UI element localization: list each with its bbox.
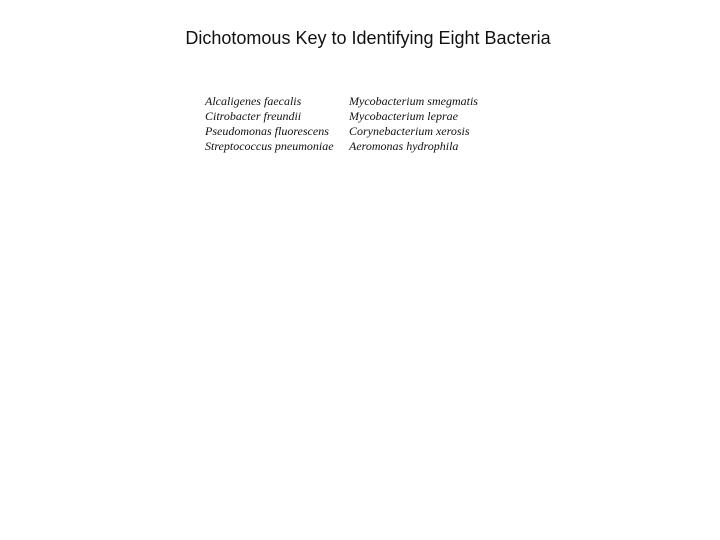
bacteria-name: Streptococcus pneumoniae xyxy=(205,139,334,153)
bacteria-name: Citrobacter freundii xyxy=(205,109,302,123)
bacteria-list-right xyxy=(349,94,478,154)
bacteria-name: Pseudomonas fluorescens xyxy=(205,124,329,138)
bacteria-name: Aeromonas hydrophila xyxy=(349,139,459,153)
page-title: Dichotomous Key to Identifying Eight Bacteria xyxy=(185,28,551,48)
bacteria-name: Corynebacterium xerosis xyxy=(349,124,470,138)
bacteria-name: Mycobacterium smegmatis xyxy=(349,94,478,108)
bacteria-name: Mycobacterium leprae xyxy=(349,109,458,123)
bacteria-name: Alcaligenes faecalis xyxy=(205,94,302,108)
bacteria-list-left xyxy=(205,94,334,154)
